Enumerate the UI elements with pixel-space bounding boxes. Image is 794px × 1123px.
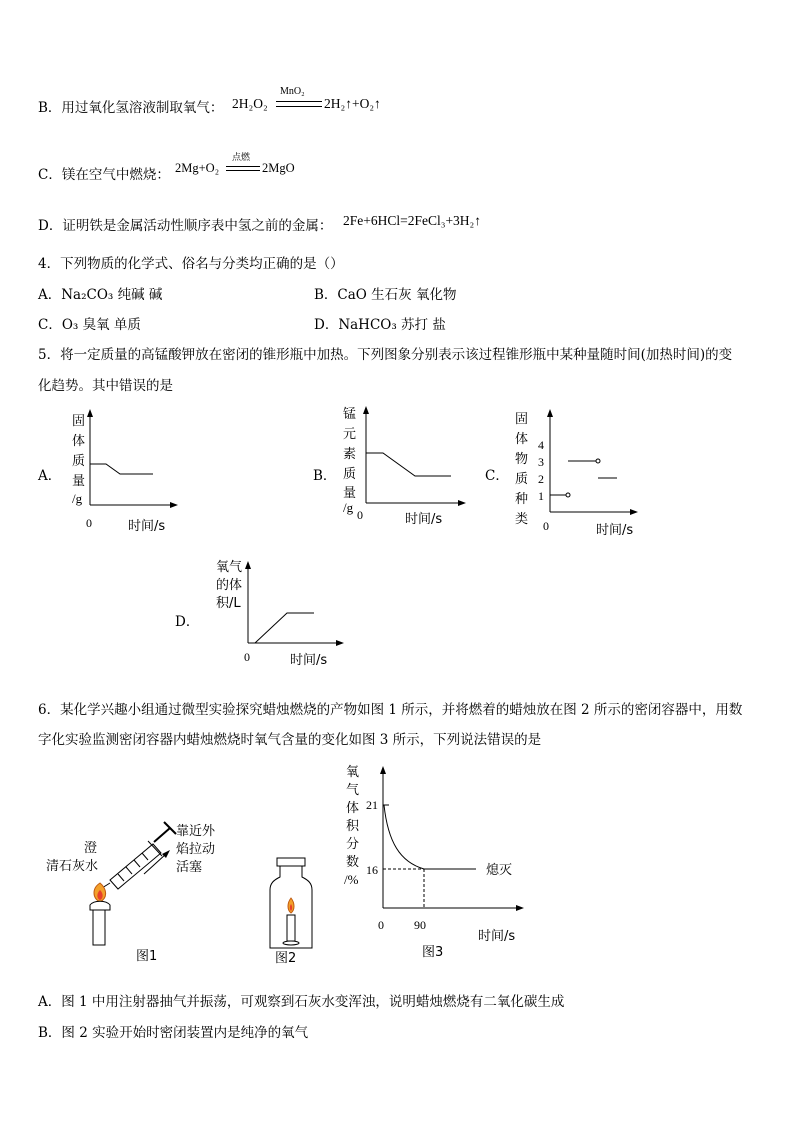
q5-graph-d xyxy=(210,555,350,670)
candle-flame-icon xyxy=(94,883,106,902)
q5-a-ylabel-4: /g xyxy=(72,491,83,506)
q3-c-eq-right: 2MgO xyxy=(262,161,295,175)
fig3-x-arrow xyxy=(516,905,524,911)
q6-figure-1 xyxy=(40,810,240,970)
q5-c-xlabel: 时间/s xyxy=(596,523,634,538)
fig3-ylabel-0: 氧 xyxy=(346,765,360,780)
q5-graph-c-option: C． xyxy=(485,468,509,484)
q5-d-ylabel-0: 氧气 xyxy=(216,560,243,575)
fig3-ylabel-1: 气 xyxy=(346,783,360,798)
q5-c-tick-2: 2 xyxy=(538,472,544,486)
q4-stem: 4．下列物质的化学式、俗名与分类均正确的是（） xyxy=(38,256,344,272)
fig1-label-b3: 活塞 xyxy=(176,860,203,875)
fig1-label-a2: 清石灰水 xyxy=(46,859,99,874)
q5-d-y-arrow xyxy=(245,561,251,569)
q5-b-ylabel-4: 量 xyxy=(343,486,357,501)
q5-b-y-arrow xyxy=(363,406,369,414)
q5-c-ylabel-4: 种 xyxy=(515,492,529,507)
q3-c-reaction-arrow xyxy=(226,166,260,171)
q5-c-tick-3: 3 xyxy=(538,455,544,469)
fig1-label-b2: 焰拉动 xyxy=(176,842,216,857)
fig3-ylabel-3: 积 xyxy=(346,819,360,834)
q5-d-ylabel-1: 的体 xyxy=(216,578,243,593)
q5-stem-line2: 化趋势。其中错误的是 xyxy=(38,378,173,394)
q5-a-xlabel: 时间/s xyxy=(128,519,166,534)
q4-option-a: A．Na₂CO₃ 纯碱 碱 xyxy=(38,287,163,303)
q5-c-ylabel-1: 体 xyxy=(515,432,529,447)
q6-option-b: B．图 2 实验开始时密闭装置内是纯净的氧气 xyxy=(38,1025,309,1041)
q3-option-b xyxy=(38,96,223,116)
q6-option-a: A．图 1 中用注射器抽气并振荡，可观察到石灰水变浑浊，说明蜡烛燃烧有二氧化碳生成 xyxy=(38,994,565,1010)
q5-stem-line1: 5．将一定质量的高锰酸钾放在密闭的锥形瓶中加热。下列图象分别表示该过程锥形瓶中某种量随时间(加热时间)的变 xyxy=(38,347,733,363)
q3-c-condition: 点燃 xyxy=(232,153,251,163)
q5-a-x-arrow xyxy=(170,502,178,508)
q3-b-eq-left: 2H₂O₂ xyxy=(232,96,268,111)
fig1-caption: 图1 xyxy=(136,949,158,964)
q5-c-y-arrow xyxy=(547,409,553,417)
q5-d-ylabel-2: 积/L xyxy=(216,596,241,611)
q5-d-origin: 0 xyxy=(244,650,250,664)
q5-b-ylabel-5: /g xyxy=(343,500,354,515)
q5-b-ylabel-2: 素 xyxy=(343,447,357,462)
q5-d-x-arrow xyxy=(336,640,344,646)
fig3-ylabel-6: /% xyxy=(344,872,359,887)
q5-b-origin: 0 xyxy=(357,508,363,522)
q5-graph-a-option: A． xyxy=(38,468,62,484)
q5-b-curve xyxy=(366,453,451,476)
q4-option-d: D．NaHCO₃ 苏打 盐 xyxy=(314,317,446,333)
q5-graph-b-option: B． xyxy=(313,468,337,484)
q3-c-prefix: C．镁在空气中燃烧： xyxy=(38,167,170,183)
q5-a-ylabel-0: 固 xyxy=(72,414,86,429)
q5-c-ylabel-3: 质 xyxy=(515,472,529,487)
fig3-ylabel-4: 分 xyxy=(346,837,360,852)
q5-graph-d-option: D． xyxy=(175,614,200,630)
q6-stem-line2: 字化实验监测密闭容器内蜡烛燃烧时氧气含量的变化如图 3 所示，下列说法错误的是 xyxy=(38,732,542,748)
q5-a-ylabel-1: 体 xyxy=(72,434,86,449)
fig1-label-a1: 澄 xyxy=(84,841,98,856)
q5-c-ylabel-0: 固 xyxy=(515,412,529,427)
q5-a-ylabel-2: 质 xyxy=(72,454,86,469)
fig1-label-b1: 靠近外 xyxy=(176,824,216,839)
q5-graph-b xyxy=(335,400,475,530)
q5-c-ylabel-5: 类 xyxy=(515,512,529,527)
fig3-xlabel: 时间/s xyxy=(478,929,516,944)
q6-figure-2 xyxy=(262,855,322,970)
q5-d-curve xyxy=(255,613,314,643)
q5-c-x-arrow xyxy=(630,509,638,515)
q3-d-equation: 2Fe+6HCl=2FeCl₃+3H₂↑ xyxy=(343,213,482,228)
q3-c-eq-left: 2Mg+O₂ xyxy=(175,161,220,175)
fig3-y-end: 16 xyxy=(366,863,378,877)
q6-figure-3 xyxy=(340,762,540,962)
q4-option-c: C．O₃ 臭氧 单质 xyxy=(38,317,141,333)
q5-a-curve xyxy=(90,464,153,474)
q5-b-ylabel-1: 元 xyxy=(343,427,357,442)
fig3-x-mark: 90 xyxy=(414,918,426,932)
candle-icon xyxy=(90,901,110,945)
q5-graph-c xyxy=(510,405,645,540)
fig2-caption: 图2 xyxy=(275,951,297,966)
q5-d-xlabel: 时间/s xyxy=(290,653,328,668)
fig3-annotation: 熄灭 xyxy=(486,863,513,878)
q5-a-origin: 0 xyxy=(86,516,92,530)
fig3-curve xyxy=(384,805,476,869)
q5-c-ylabel-2: 物 xyxy=(515,452,529,467)
q5-c-open-point-3 xyxy=(596,459,600,463)
fig3-ylabel-5: 数 xyxy=(346,855,360,870)
fig3-y-start: 21 xyxy=(366,798,378,812)
fig3-caption: 图3 xyxy=(422,945,444,960)
q4-option-b: B．CaO 生石灰 氧化物 xyxy=(314,287,457,303)
q3-d-prefix: D．证明铁是金属活动性顺序表中氢之前的金属： xyxy=(38,218,333,234)
q6-stem-line1: 6．某化学兴趣小组通过微型实验探究蜡烛燃烧的产物如图 1 所示，并将燃着的蜡烛放在图 2 所示的密闭容器中，用数 xyxy=(38,702,743,718)
fig3-ylabel-2: 体 xyxy=(346,801,360,816)
q3-b-reaction-arrow xyxy=(276,101,322,107)
q5-c-origin: 0 xyxy=(543,519,549,533)
q5-c-open-point-1 xyxy=(566,493,570,497)
q5-c-tick-4: 4 xyxy=(538,438,544,452)
q5-b-xlabel: 时间/s xyxy=(405,512,443,527)
q3-b-prefix: B．用过氧化氢溶液制取氧气： xyxy=(38,100,224,116)
q5-b-x-arrow xyxy=(458,500,466,506)
q5-graph-a xyxy=(60,405,180,535)
q5-a-y-arrow xyxy=(87,409,93,417)
q3-b-catalyst: MnO₂ xyxy=(280,86,305,97)
fig3-x-origin: 0 xyxy=(378,918,384,932)
fig3-y-arrow xyxy=(380,766,386,774)
q3-b-eq-right: 2H₂↑+O₂↑ xyxy=(324,96,381,111)
q5-c-tick-1: 1 xyxy=(538,489,544,503)
q5-b-ylabel-3: 质 xyxy=(343,467,357,482)
q5-a-ylabel-3: 量 xyxy=(72,474,86,489)
q5-b-ylabel-0: 锰 xyxy=(343,407,357,422)
